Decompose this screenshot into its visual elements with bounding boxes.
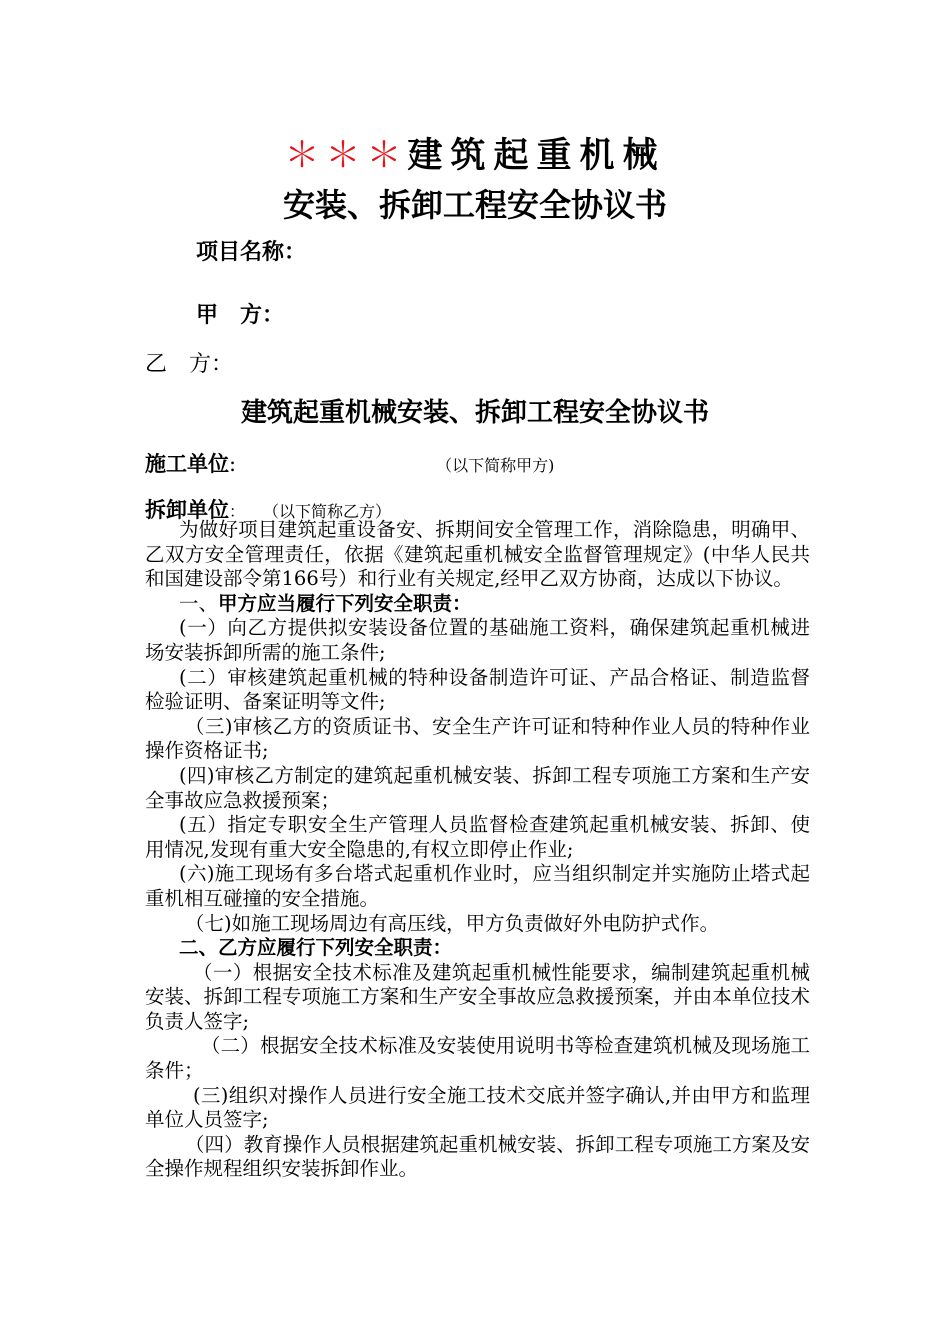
party-b-duty-1: （一）根据安全技术标准及建筑起重机械性能要求，编制建筑起重机械安装、拆卸工程专项施工方案和生产安全事故应急救援预案，并由本单位技术负责人签字; (145, 960, 810, 1033)
title-text-machinery: 建筑起重机械 (407, 135, 666, 176)
party-a-duty-7: （七)如施工现场周边有高压线，甲方负责做好外电防护式作。 (185, 911, 720, 935)
construction-unit-note: （以下简称甲方) (436, 456, 555, 475)
party-b-duty-2: （二）根据安全技术标准及安装使用说明书等检查建筑机械及现场施工条件； (145, 1034, 810, 1083)
dismantle-unit-label: 拆卸单位 (145, 497, 229, 522)
party-b-duty-3: (三)组织对操作人员进行安全施工技术交底并签字确认,并由甲方和监理单位人员签字; (145, 1083, 810, 1132)
party-b-field: 乙 方： (145, 352, 234, 377)
construction-unit-colon: : (229, 452, 237, 476)
party-a-duty-6: (六)施工现场有多台塔式起重机作业时，应当组织制定并实施防止塔式起重机相互碰撞的安全措施。 (145, 862, 810, 910)
section2-heading: 二、乙方应履行下列安全职责： (179, 936, 453, 960)
construction-unit-line (145, 448, 554, 478)
agreement-title: 建筑起重机械安装、拆卸工程安全协议书 (240, 398, 709, 428)
dismantle-unit-colon: ： (229, 502, 246, 521)
party-a-duty-4: (四)审核乙方制定的建筑起重机械安装、拆卸工程专项施工方案和生产安全事故应急救援预案； (145, 763, 810, 812)
party-a-duty-1: (一）向乙方提供拟安装设备位置的基础施工资料，确保建筑起重机械进场安装拆卸所需的施工条件; (145, 616, 810, 664)
intro-paragraph: 为做好项目建筑起重设备安、拆期间安全管理工作，消除隐患，明确甲、乙双方安全管理责任，依据《建筑起重机械安全监督管理规定》(中华人民共和国建设部令第166号）和行业有关规定,经甲乙双方协商，达成以下协议。 (145, 518, 810, 591)
party-b-duty-4: （四）教育操作人员根据建筑起重机械安装、拆卸工程专项施工方案及安全操作规程组织安装拆卸作业。 (145, 1132, 810, 1181)
agreement-body (145, 518, 810, 1182)
construction-unit-label: 施工单位 (145, 451, 229, 476)
party-a-duty-2: (二）审核建筑起重机械的特种设备制造许可证、产品合格证、制造监督检验证明、备案证明等文件; (145, 665, 810, 714)
section1-heading (145, 592, 810, 617)
dismantle-unit-note: （以下简称乙方） (263, 502, 392, 521)
party-a-field: 甲 方： (196, 302, 285, 328)
party-a-duty-5: (五）指定专职安全生产管理人员监督检查建筑起重机械安装、拆卸、使用情况,发现有重大安全隐患的,有权立即停止作业; (145, 813, 810, 861)
project-name-field: 项目名称： (196, 239, 307, 265)
party-a-duty-3: （三)审核乙方的资质证书、安全生产许可证和特种作业人员的特种作业操作资格证书; (145, 714, 810, 763)
document-title-line1 (0, 128, 950, 178)
red-stars-mark: ＊＊＊ (284, 136, 408, 176)
section1-heading-number: 一、 (179, 591, 219, 615)
section1-heading-text: 甲方应当履行下列安全职责： (218, 591, 472, 615)
document-title-line2: 安装、拆卸工程安全协议书 (282, 186, 667, 224)
